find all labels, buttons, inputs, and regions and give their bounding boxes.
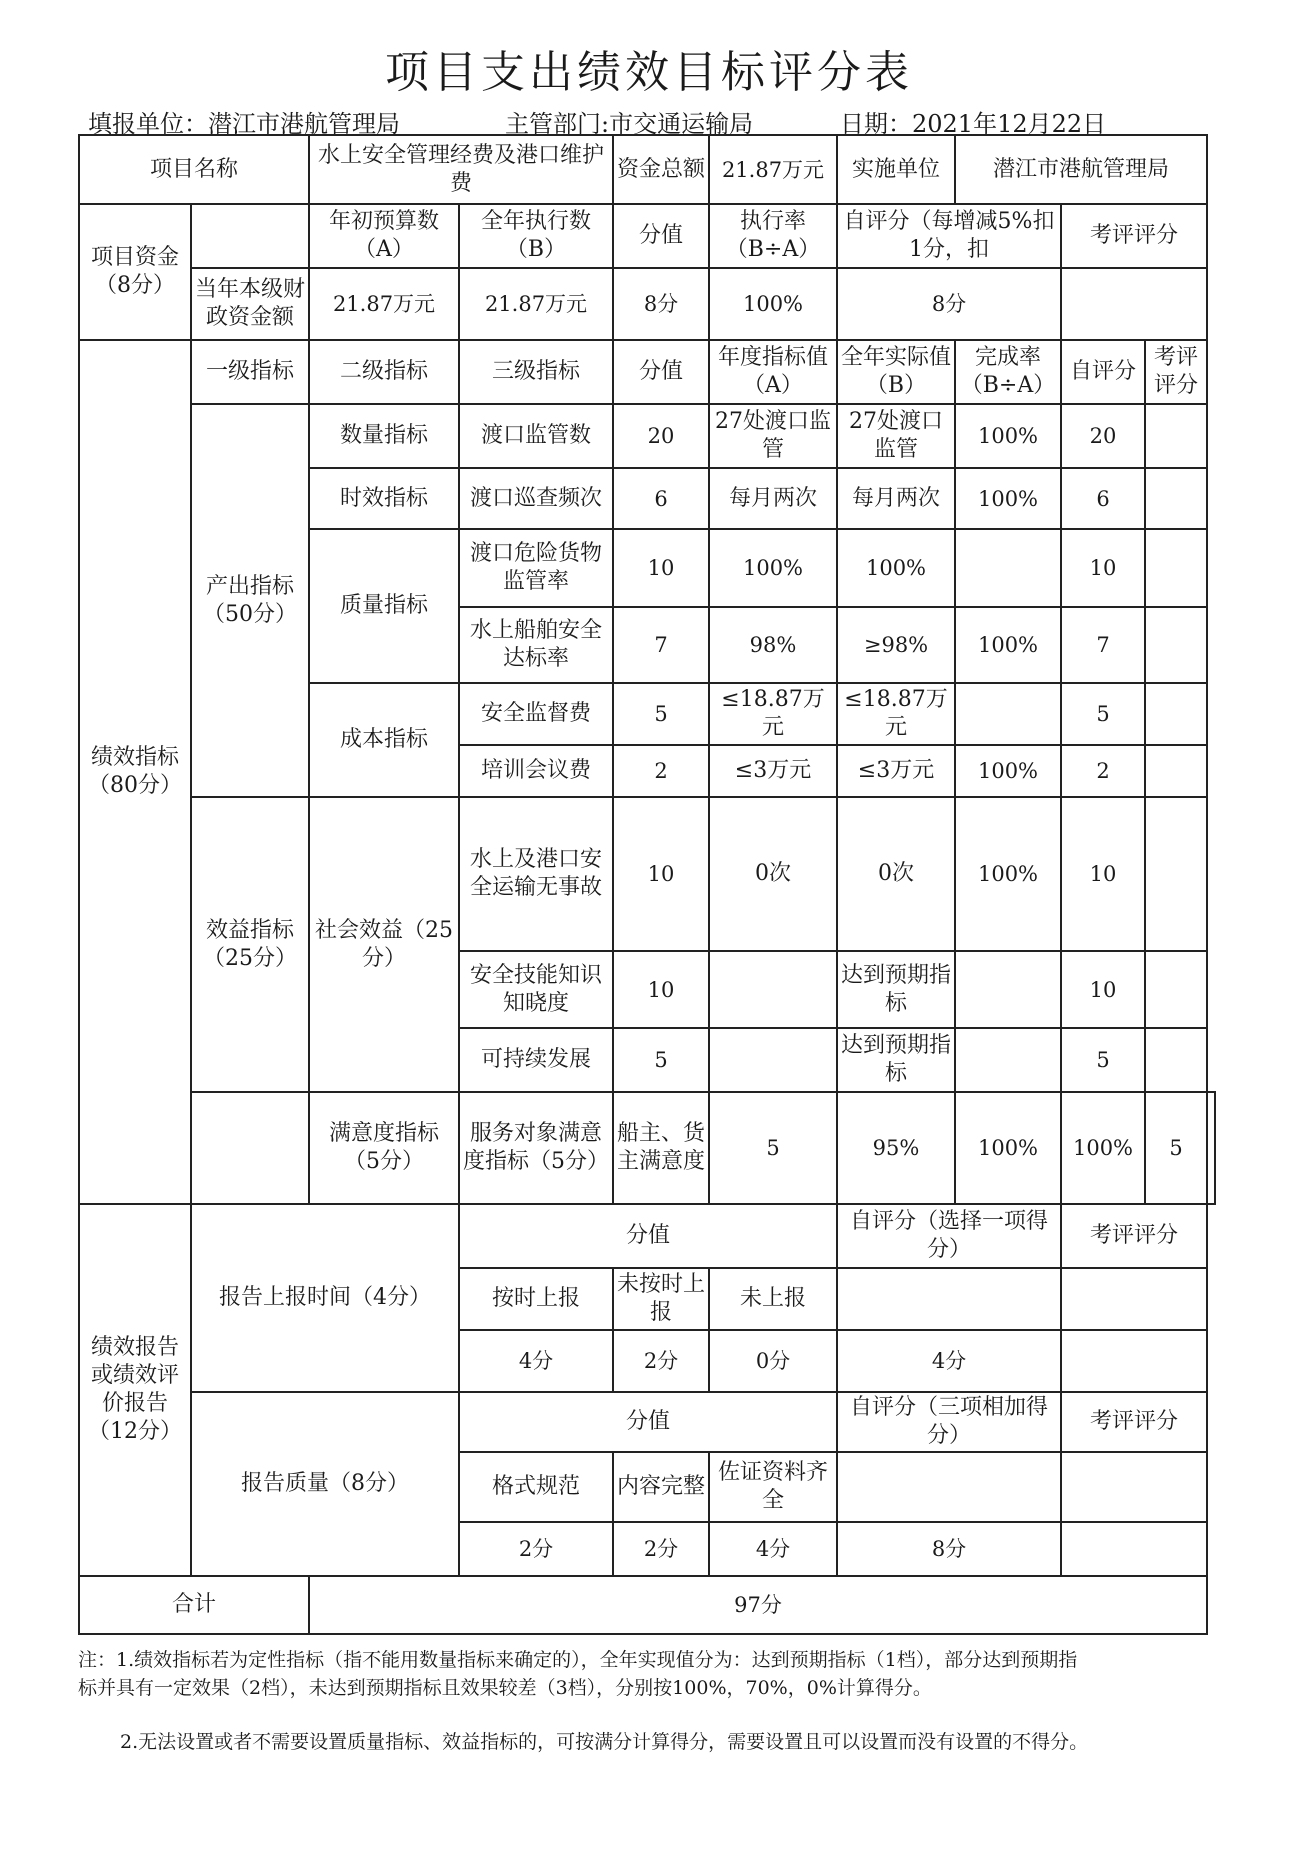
- evidence-value: 4分: [709, 1522, 837, 1576]
- funds-eval-value: [1061, 268, 1207, 340]
- score-table: [78, 134, 1216, 1635]
- time-self-blank: [837, 1268, 1061, 1330]
- row-actual: 100%: [955, 1092, 1061, 1204]
- quality-eval-blank: [1061, 1452, 1207, 1522]
- satisfaction-blank: [191, 1092, 309, 1204]
- timeliness-indicator: 时效指标: [309, 468, 459, 529]
- format-value: 2分: [459, 1522, 613, 1576]
- total-value: 97分: [309, 1576, 1207, 1634]
- row-self: 5: [1145, 1092, 1207, 1204]
- row-eval: [1145, 683, 1207, 745]
- exec-rate-value: 100%: [709, 268, 837, 340]
- note-1-line-1: 注：1.绩效指标若为定性指标（指不能用数量指标来确定的），全年实现值分为：达到预期指标（1档），部分达到预期指: [78, 1649, 1078, 1671]
- content-value: 2分: [613, 1522, 709, 1576]
- row-score: 10: [613, 797, 709, 951]
- row-l3: 水上船舶安全达标率: [459, 607, 613, 683]
- evidence-label: 佐证资料齐全: [709, 1452, 837, 1522]
- row-eval: [1145, 529, 1207, 607]
- col-exec-b: 全年执行数（B）: [459, 204, 613, 268]
- fiscal-fund-label: 当年本级财政资金额: [191, 268, 309, 340]
- h-level1: 一级指标: [191, 340, 309, 404]
- row-target: 100%: [709, 529, 837, 607]
- row-actual: 每月两次: [837, 468, 955, 529]
- col-exec-rate: 执行率（B÷A）: [709, 204, 837, 268]
- row-actual: 27处渡口监管: [837, 404, 955, 468]
- time-eval-blank: [1061, 1268, 1207, 1330]
- row-l3: 渡口巡查频次: [459, 468, 613, 529]
- row-self: 10: [1061, 529, 1145, 607]
- row-actual: 达到预期指标: [837, 1028, 955, 1092]
- fund-total-label: 资金总额: [613, 135, 709, 204]
- row-l3: 船主、货主满意度: [613, 1092, 709, 1204]
- row-actual: 达到预期指标: [837, 951, 955, 1028]
- row-actual: ≤18.87万元: [837, 683, 955, 745]
- budget-a-value: 21.87万元: [309, 268, 459, 340]
- h-rate: 完成率（B÷A）: [955, 340, 1061, 404]
- row-score: 10: [613, 951, 709, 1028]
- time-eval-value: [1061, 1330, 1207, 1392]
- project-funds-label: 项目资金（8分）: [79, 204, 191, 340]
- page-title: 项目支出绩效目标评分表: [385, 47, 913, 98]
- funds-blank: [191, 204, 309, 268]
- row-actual: ≤3万元: [837, 745, 955, 797]
- quality-self-value: 8分: [837, 1522, 1061, 1576]
- row-self: 7: [1061, 607, 1145, 683]
- report-label: 绩效报告或绩效评价报告（12分）: [79, 1204, 191, 1576]
- row-rate: 100%: [1061, 1092, 1145, 1204]
- late-value: 2分: [613, 1330, 709, 1392]
- output-indicator: 产出指标（50分）: [191, 404, 309, 797]
- row-target: [709, 1028, 837, 1092]
- row-eval: [1145, 607, 1207, 683]
- row-score: 6: [613, 468, 709, 529]
- project-name-value: 水上安全管理经费及港口维护费: [309, 135, 613, 204]
- row-score: 10: [613, 529, 709, 607]
- exec-b-value: 21.87万元: [459, 268, 613, 340]
- row-rate: [955, 1028, 1061, 1092]
- row-self: 20: [1061, 404, 1145, 468]
- none-label: 未上报: [709, 1268, 837, 1330]
- row-rate: [955, 529, 1061, 607]
- row-rate: 100%: [955, 468, 1061, 529]
- impl-unit-label: 实施单位: [837, 135, 955, 204]
- quantity-indicator: 数量指标: [309, 404, 459, 468]
- h-eval: 考评评分: [1145, 340, 1207, 404]
- supervising-dept: 主管部门:市交通运输局: [505, 110, 754, 138]
- row-l3: 水上及港口安全运输无事故: [459, 797, 613, 951]
- report-quality-label: 报告质量（8分）: [191, 1392, 459, 1576]
- none-value: 0分: [709, 1330, 837, 1392]
- row-rate: [955, 951, 1061, 1028]
- row-target: [709, 951, 837, 1028]
- row-target: 27处渡口监管: [709, 404, 837, 468]
- note-1-line-2: 标并具有一定效果（2档），未达到预期指标且效果较差（3档），分别按100%，70%，0%计算得分。: [78, 1677, 932, 1699]
- row-l3: 可持续发展: [459, 1028, 613, 1092]
- row-eval: [1145, 951, 1207, 1028]
- row-l3: 渡口危险货物监管率: [459, 529, 613, 607]
- row-self: 5: [1061, 683, 1145, 745]
- row-rate: 100%: [955, 797, 1061, 951]
- row-eval: [1145, 1028, 1207, 1092]
- row-actual: 100%: [837, 529, 955, 607]
- quality-eval-header: 考评评分: [1061, 1392, 1207, 1452]
- social-benefit: 社会效益（25分）: [309, 797, 459, 1092]
- funds-self-value: 8分: [837, 268, 1061, 340]
- quality-indicator: 质量指标: [309, 529, 459, 683]
- row-target: 0次: [709, 797, 837, 951]
- h-actual: 全年实际值（B）: [837, 340, 955, 404]
- row-rate: 100%: [955, 745, 1061, 797]
- service-satisfaction: 服务对象满意度指标（5分）: [459, 1092, 613, 1204]
- col-score: 分值: [613, 204, 709, 268]
- time-self-header: 自评分（选择一项得分）: [837, 1204, 1061, 1268]
- row-eval: [1145, 797, 1207, 951]
- row-self: 10: [1061, 951, 1145, 1028]
- total-label: 合计: [79, 1576, 309, 1634]
- h-target: 年度指标值（A）: [709, 340, 837, 404]
- row-actual: ≥98%: [837, 607, 955, 683]
- row-eval: [1207, 1092, 1215, 1204]
- row-eval: [1145, 404, 1207, 468]
- quality-score-header: 分值: [459, 1392, 837, 1452]
- quality-eval-value: [1061, 1522, 1207, 1576]
- col-eval-score: 考评评分: [1061, 204, 1207, 268]
- perf-indicator-label: 绩效指标（80分）: [79, 340, 191, 1204]
- quality-self-blank: [837, 1452, 1061, 1522]
- format-label: 格式规范: [459, 1452, 613, 1522]
- cost-indicator: 成本指标: [309, 683, 459, 797]
- row-target: 95%: [837, 1092, 955, 1204]
- ontime-label: 按时上报: [459, 1268, 613, 1330]
- time-self-value: 4分: [837, 1330, 1061, 1392]
- row-l3: 培训会议费: [459, 745, 613, 797]
- row-eval: [1145, 468, 1207, 529]
- row-target: ≤3万元: [709, 745, 837, 797]
- h-score: 分值: [613, 340, 709, 404]
- h-level3: 三级指标: [459, 340, 613, 404]
- time-eval-header: 考评评分: [1061, 1204, 1207, 1268]
- row-self: 10: [1061, 797, 1145, 951]
- row-score: 20: [613, 404, 709, 468]
- funds-score-value: 8分: [613, 268, 709, 340]
- h-self: 自评分: [1061, 340, 1145, 404]
- h-level2: 二级指标: [309, 340, 459, 404]
- content-label: 内容完整: [613, 1452, 709, 1522]
- filing-unit: 填报单位：潜江市港航管理局: [88, 110, 400, 138]
- project-name-label: 项目名称: [79, 135, 309, 204]
- row-target: 98%: [709, 607, 837, 683]
- ontime-value: 4分: [459, 1330, 613, 1392]
- row-self: 6: [1061, 468, 1145, 529]
- row-score: 7: [613, 607, 709, 683]
- impl-unit-value: 潜江市港航管理局: [955, 135, 1207, 204]
- col-self-score: 自评分（每增减5%扣1分，扣: [837, 204, 1061, 268]
- row-score: 5: [709, 1092, 837, 1204]
- fund-total-value: 21.87万元: [709, 135, 837, 204]
- row-l3: 渡口监管数: [459, 404, 613, 468]
- row-l3: 安全监督费: [459, 683, 613, 745]
- row-self: 2: [1061, 745, 1145, 797]
- row-target: 每月两次: [709, 468, 837, 529]
- row-rate: 100%: [955, 607, 1061, 683]
- late-label: 未按时上报: [613, 1268, 709, 1330]
- col-budget-a: 年初预算数（A）: [309, 204, 459, 268]
- row-score: 5: [613, 683, 709, 745]
- report-date: 日期：2021年12月22日: [840, 110, 1107, 138]
- row-eval: [1145, 745, 1207, 797]
- row-score: 5: [613, 1028, 709, 1092]
- row-rate: [955, 683, 1061, 745]
- row-self: 5: [1061, 1028, 1145, 1092]
- report-time-label: 报告上报时间（4分）: [191, 1204, 459, 1392]
- row-l3: 安全技能知识知晓度: [459, 951, 613, 1028]
- row-target: ≤18.87万元: [709, 683, 837, 745]
- satisfaction-indicator: 满意度指标（5分）: [309, 1092, 459, 1204]
- quality-self-header: 自评分（三项相加得分）: [837, 1392, 1061, 1452]
- benefit-indicator: 效益指标（25分）: [191, 797, 309, 1092]
- note-2: 2.无法设置或者不需要设置质量指标、效益指标的，可按满分计算得分，需要设置且可以设置而没有设置的不得分。: [120, 1731, 1089, 1753]
- time-score-header: 分值: [459, 1204, 837, 1268]
- row-actual: 0次: [837, 797, 955, 951]
- row-score: 2: [613, 745, 709, 797]
- row-rate: 100%: [955, 404, 1061, 468]
